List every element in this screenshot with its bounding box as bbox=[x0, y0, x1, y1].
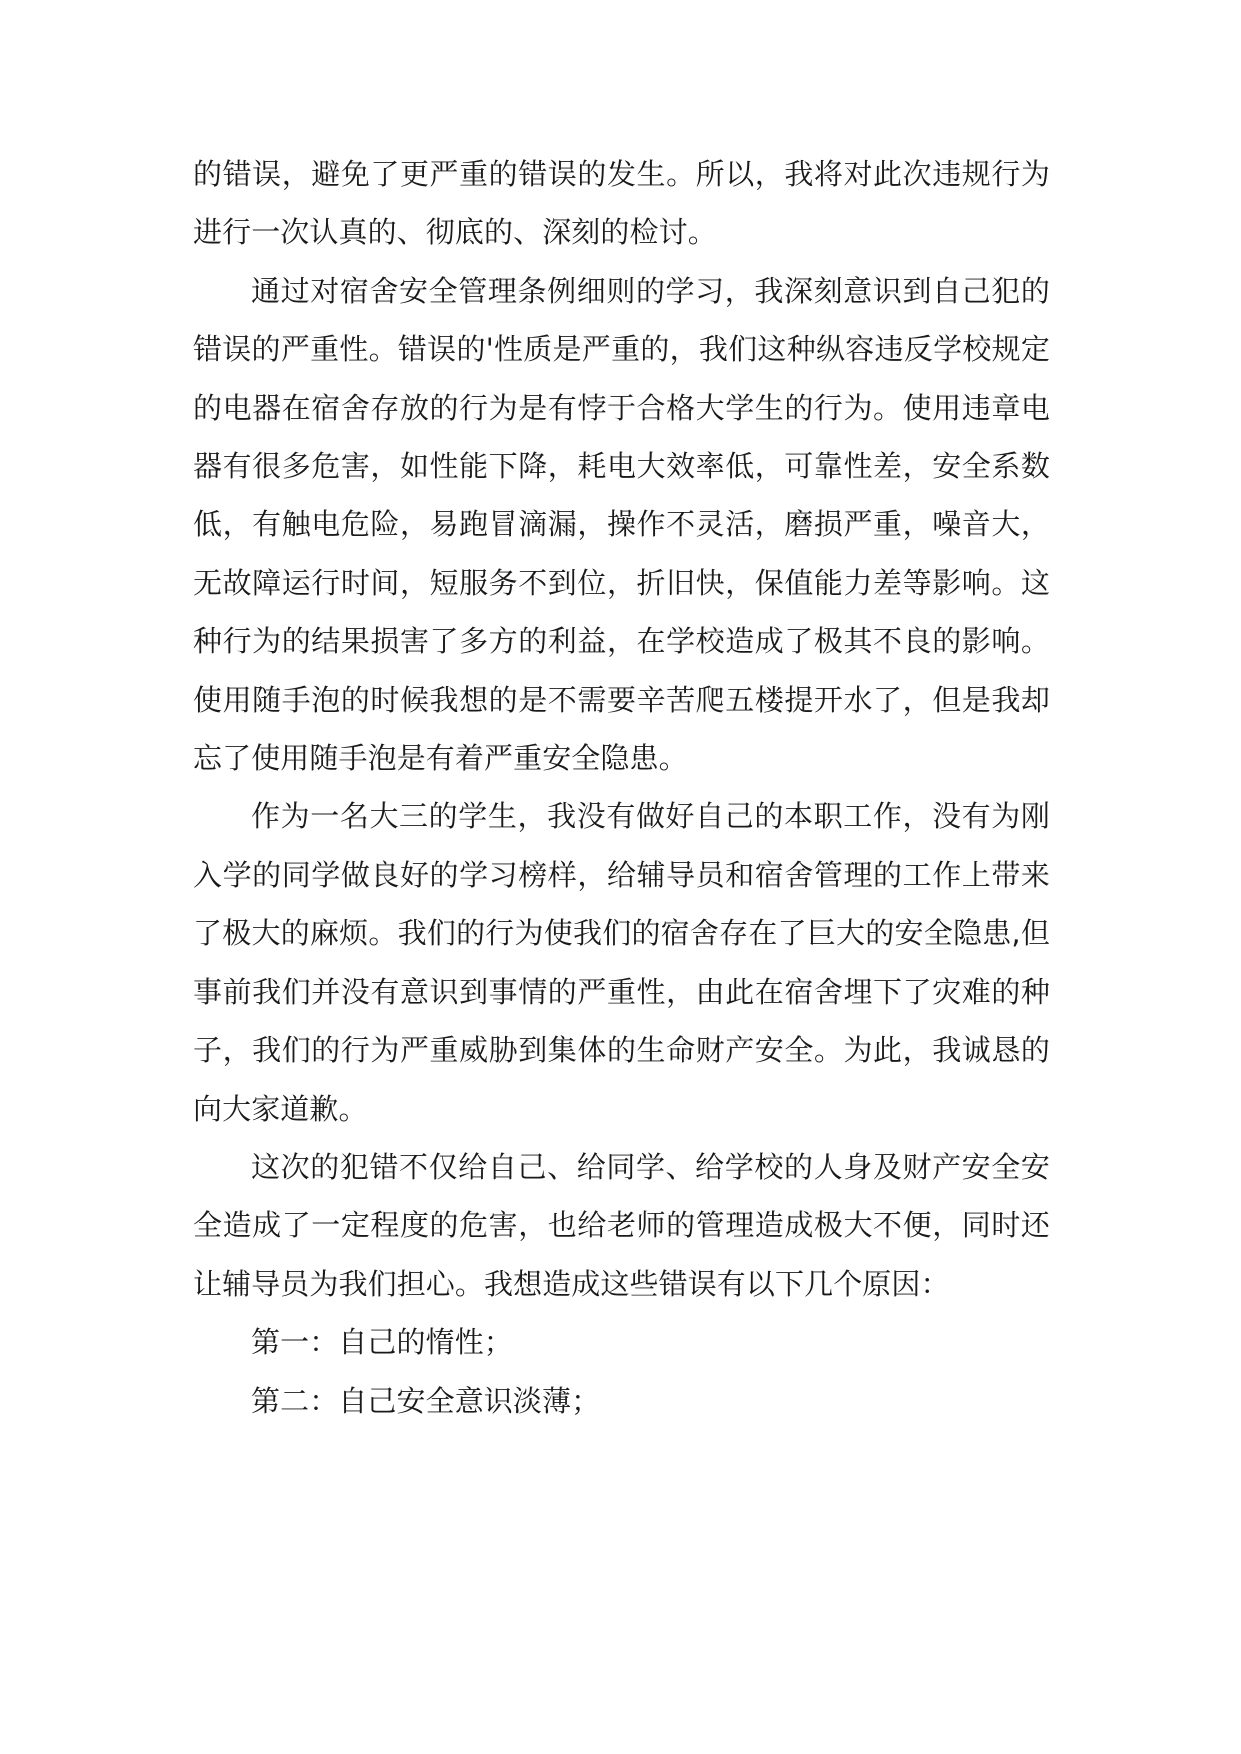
reason-item-2: 第二：自己安全意识淡薄； bbox=[251, 1383, 601, 1418]
reason-item-1: 第一：自己的惰性； bbox=[251, 1325, 513, 1360]
paragraph-student-responsibility: 作为一名大三的学生，我没有做好自己的本职工作，没有为刚入学的同学做良好的学习榜样，给辅导员和宿舍管理的工作上带来了极大的麻烦。我们的行为使我们的宿舍存在了巨大的安全隐患,但事前我们并没有意识到事情的严重性，由此在宿舍埋下了灾难的种子，我们的行为严重威胁到集体的生命财产安全。为此，我诚恳的向大家道歉。 bbox=[193, 799, 1050, 1126]
paragraph-consequences: 这次的犯错不仅给自己、给同学、给学校的人身及财产安全安全造成了一定程度的危害，也给老师的管理造成极大不便，同时还让辅导员为我们担心。我想造成这些错误有以下几个原因： bbox=[193, 1149, 1050, 1301]
paragraph-study-reflection: 通过对宿舍安全管理条例细则的学习，我深刻意识到自己犯的错误的严重性。错误的'性质是严重的，我们这种纵容违反学校规定的电器在宿舍存放的行为是有悖于合格大学生的行为。使用违章电器有很多危害，如性能下降，耗电大效率低，可靠性差，安全系数低，有触电危险，易跑冒滴漏，操作不灵活，磨损严重，噪音大，无故障运行时间，短服务不到位，折旧快，保值能力差等影响。这种行为的结果损害了多方的利益，在学校造成了极其不良的影响。使用随手泡的时候我想的是不需要辛苦爬五楼提开水了，但是我却忘了使用随手泡是有着严重安全隐患。 bbox=[193, 273, 1050, 776]
document-body bbox=[193, 145, 1050, 1430]
paragraph-continuation: 的错误，避免了更严重的错误的发生。所以，我将对此次违规行为进行一次认真的、彻底的、深刻的检讨。 bbox=[193, 157, 1050, 250]
